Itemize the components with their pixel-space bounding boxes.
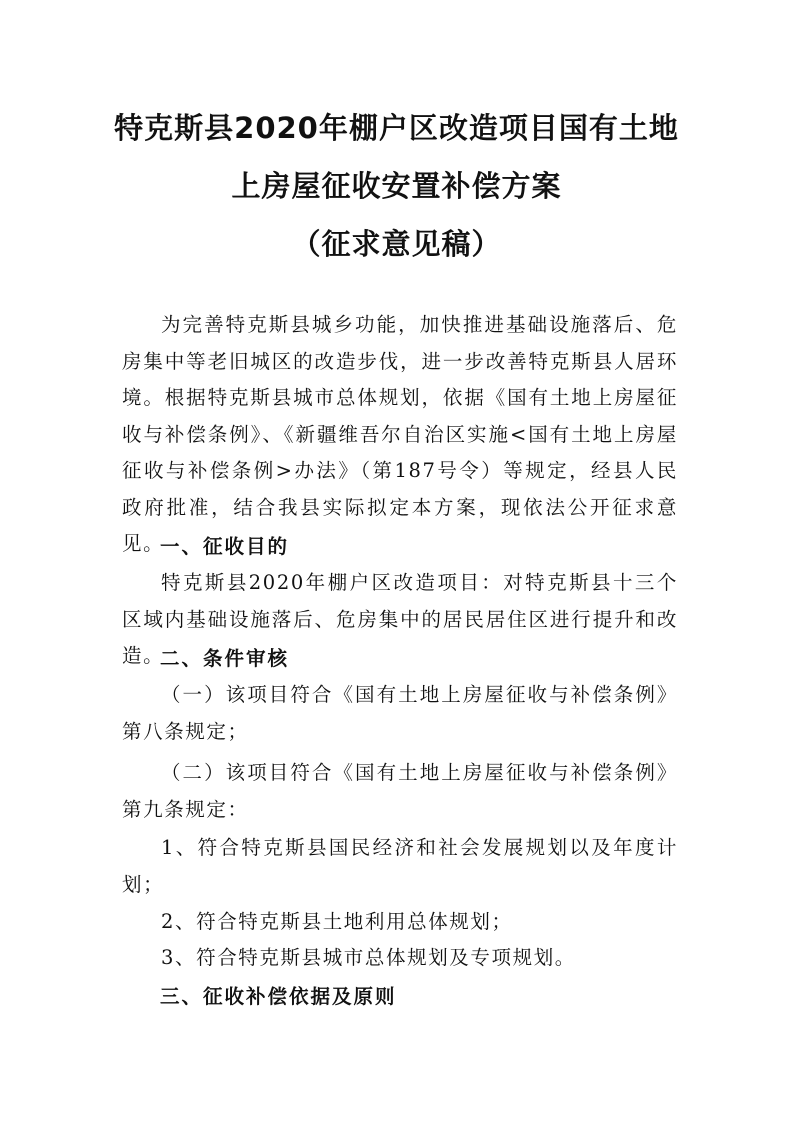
document-title-line-1: 特克斯县2020年棚户区改造项目国有土地 <box>114 111 679 145</box>
condition-subitem-2: 2、符合特克斯县土地利用总体规划； <box>161 910 513 933</box>
condition-subitem-1: 1、符合特克斯县国民经济和社会发展规划以及年度计划； <box>122 836 678 896</box>
section-heading-compensation-basis: 三、征收补偿依据及原则 <box>160 985 397 1008</box>
condition-item-1: （一）该项目符合《国有土地上房屋征收与补偿条例》第八条规定； <box>122 683 678 743</box>
intro-paragraph: 为完善特克斯县城乡功能，加快推进基础设施落后、危房集中等老旧城区的改造步伐，进一步改善特克斯县人居环境。根据特克斯县城市总体规划，依据《国有土地上房屋征收与补偿条例》、《新疆维吾尔自治区实施<国有土地上房屋征收与补偿条例>办法》（第187号令）等规定，经县人民政府批准，结合我县实际拟定本方案，现依法公开征求意见。 <box>122 313 678 555</box>
document-title-line-2: 上房屋征收安置补偿方案 <box>231 169 562 203</box>
section-heading-purpose: 一、征收目的 <box>160 535 290 558</box>
condition-subitem-3: 3、符合特克斯县城市总体规划及专项规划。 <box>161 946 576 969</box>
document-title-line-3: （征求意见稿） <box>291 227 502 261</box>
section-heading-conditions: 二、条件审核 <box>160 647 290 670</box>
condition-item-2: （二）该项目符合《国有土地上房屋征收与补偿条例》第九条规定： <box>122 761 678 821</box>
section-purpose-paragraph: 特克斯县2020年棚户区改造项目：对特克斯县十三个区域内基础设施落后、危房集中的居民居住区进行提升和改造。 <box>122 571 678 667</box>
